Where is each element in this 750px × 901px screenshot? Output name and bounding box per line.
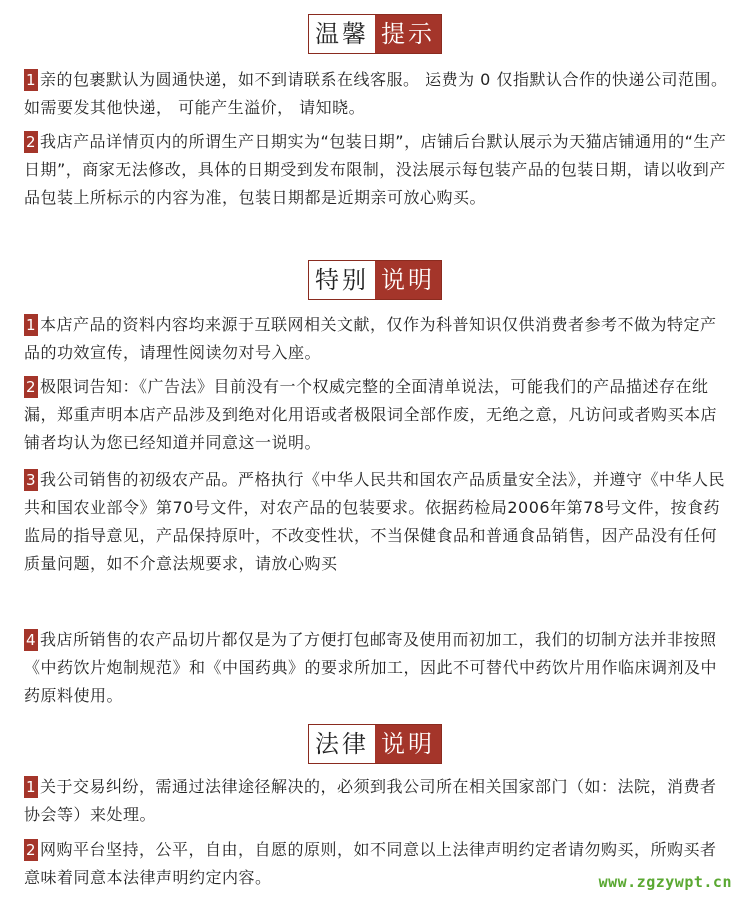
item-number: 2 <box>25 378 37 396</box>
item-number: 3 <box>25 471 37 489</box>
watermark-url: www.zgzywpt.cn <box>598 873 732 891</box>
section-title-light: 特别 <box>309 261 375 299</box>
list-item <box>24 373 728 457</box>
section-header-notes <box>308 260 442 300</box>
item-text: 我店所销售的农产品切片都仅是为了方便打包邮寄及使用而初加工，我们的切制方法并非按照《中药饮片炮制规范》和《中国药典》的要求所加工，因此不可替代中药饮片用作临床调剂及中药原料使用。 <box>24 630 718 705</box>
item-number: 1 <box>25 778 37 796</box>
item-number: 1 <box>25 71 37 89</box>
item-text: 亲的包裹默认为圆通快递，如不到请联系在线客服。 运费为 0 仅指默认合作的快递公司范围。 如需要发其他快递， 可能产生溢价， 请知晓。 <box>24 70 728 117</box>
section-header-tips <box>308 14 442 54</box>
item-text: 我公司销售的初级农产品。严格执行《中华人民共和国农产品质量安全法》，并遵守《中华人民共和国农业部令》第70号文件，对农产品的包装要求。依据药检局2006年第78号文件，按食药监局的指导意见，产品保持原叶，不改变性状，不当保健食品和普通食品销售，因产品没有任何质量问题，如不介意法规要求，请放心购买 <box>24 470 726 573</box>
item-text: 极限词告知：《广告法》目前没有一个权威完整的全面清单说法，可能我们的产品描述存在纰漏，郑重声明本店产品涉及到绝对化用语或者极限词全部作废，无绝之意，凡访问或者购买本店铺者均认为您已经知道并同意这一说明。 <box>24 377 718 452</box>
item-text: 本店产品的资料内容均来源于互联网相关文献，仅作为科普知识仅供消费者参考不做为特定产品的功效宣传，请理性阅读勿对号入座。 <box>24 315 717 362</box>
list-item <box>24 128 728 212</box>
list-item <box>24 466 728 578</box>
section-title-light: 法律 <box>309 725 375 763</box>
item-number: 4 <box>25 631 37 649</box>
item-text: 网购平台坚持，公平，自由，自愿的原则，如不同意以上法律声明约定者请勿购买，所购买者意味着同意本法律声明约定内容。 <box>24 840 717 887</box>
list-item <box>24 773 728 829</box>
item-number: 2 <box>25 841 37 859</box>
section-title-dark: 说明 <box>375 261 441 299</box>
list-item <box>24 66 728 122</box>
item-text: 关于交易纠纷，需通过法律途径解决的，必须到我公司所在相关国家部门（如：法院，消费者协会等）来处理。 <box>24 777 717 824</box>
list-item <box>24 626 728 710</box>
section-header-legal <box>308 724 442 764</box>
section-title-light: 温馨 <box>309 15 375 53</box>
item-number: 2 <box>25 133 37 151</box>
section-title-dark: 提示 <box>375 15 441 53</box>
section-title-dark: 说明 <box>375 725 441 763</box>
item-number: 1 <box>25 316 37 334</box>
list-item <box>24 311 728 367</box>
item-text: 我店产品详情页内的所谓生产日期实为“包装日期”，店铺后台默认展示为天猫店铺通用的“生产日期”，商家无法修改，具体的日期受到发布限制，没法展示每包装产品的包装日期，请以收到产品包装上所标示的内容为准，包装日期都是近期亲可放心购买。 <box>24 132 727 207</box>
